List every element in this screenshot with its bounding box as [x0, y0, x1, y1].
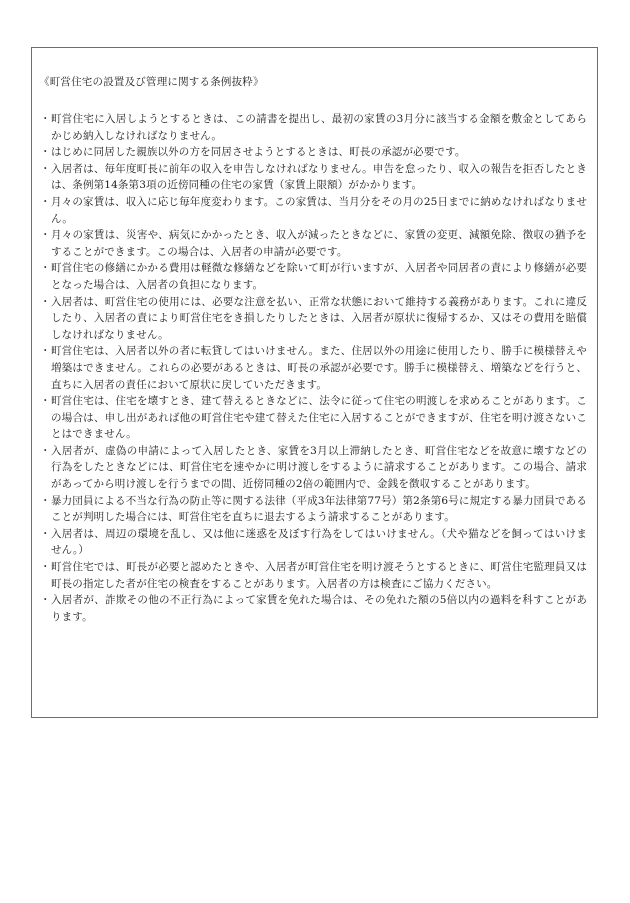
- document-title: 《町営住宅の設置及び管理に関する条例抜粋》: [39, 76, 264, 88]
- bullet-mark: ・: [40, 295, 51, 308]
- clause-text: 入居者が、詐欺その他の不正行為によって家賃を免れた場合は、その免れた額の5倍以内の過料を科すことがあります。: [51, 594, 587, 623]
- clause-item: [39, 526, 587, 559]
- bullet-mark: ・: [40, 162, 51, 175]
- clause-list: [39, 111, 587, 625]
- clause-item: [39, 559, 587, 592]
- bullet-mark: ・: [40, 444, 51, 457]
- clause-text: 入居者は、毎年度町長に前年の収入を申告しなければなりません。申告を怠ったり、収入の報告を拒否したときは、条例第14条第3項の近傍同種の住宅の家賃（家賃上限額）がかかります。: [51, 162, 587, 192]
- clause-item: [39, 194, 587, 227]
- bullet-mark: ・: [40, 195, 51, 208]
- bullet-mark: ・: [40, 395, 51, 408]
- clause-item: [39, 144, 587, 161]
- bullet-mark: ・: [40, 561, 51, 574]
- clause-text: 月々の家賃は、災害や、病気にかかったとき、収入が減ったときなどに、家賃の変更、減額免除、徴収の猶予をすることができます。この場合は、入居者の申請が必要です。: [51, 229, 587, 258]
- clause-text: 町営住宅は、入居者以外の者に転貸してはいけません。また、住居以外の用途に使用したり、勝手に模様替えや増築はできません。これらの必要があるときは、町長の承認が必要です。勝手に模様替え、増築などを行うと、直ちに入居者の責任において原状に戻していただきます。: [51, 345, 587, 391]
- clause-text: 町営住宅は、住宅を壊すとき、建て替えるときなどに、法令に従って住宅の明渡しを求めることがあります。この場合は、申し出があれば他の町営住宅や建て替えた住宅に入居することができますが、住宅を明け渡さないことはできません。: [51, 395, 587, 441]
- ordinance-excerpt-box: [31, 47, 598, 718]
- clause-text: 町営住宅に入居しようとするときは、この請書を提出し、最初の家賃の3月分に該当する金額を敷金としてあらかじめ納入しなければなりません。: [51, 113, 587, 142]
- bullet-mark: ・: [40, 146, 51, 159]
- bullet-mark: ・: [40, 345, 51, 358]
- clause-text: はじめに同居した親族以外の方を同居させようとするときは、町長の承認が必要です。: [51, 146, 466, 159]
- clause-item: [39, 227, 587, 260]
- clause-item: [39, 443, 587, 493]
- clause-text: 町営住宅では、町長が必要と認めたときや、入居者が町営住宅を明け渡そうとするときに、町営住宅監理員又は町長の指定した者が住宅の検査をすることがあります。入居者の方は検査にご協力ください。: [51, 561, 587, 590]
- clause-item: [39, 343, 587, 393]
- clause-item: [39, 493, 587, 526]
- bullet-mark: ・: [40, 594, 51, 607]
- bullet-mark: ・: [40, 113, 51, 125]
- clause-item: [39, 393, 587, 443]
- clause-item: [39, 592, 587, 625]
- clause-item: [39, 161, 587, 194]
- clause-text: 暴力団員による不当な行為の防止等に関する法律（平成3年法律第77号）第2条第6号に規定する暴力団員であることが判明した場合には、町営住宅を直ちに退去するよう請求することがあります。: [51, 494, 587, 524]
- clause-item: [39, 260, 587, 293]
- clause-text: 町営住宅の修繕にかかる費用は軽微な修繕などを除いて町が行いますが、入居者や同居者の責により修繕が必要となった場合は、入居者の負担になります。: [51, 262, 587, 291]
- clause-item: [39, 294, 587, 344]
- clause-item: [39, 111, 587, 144]
- bullet-mark: ・: [40, 494, 51, 507]
- clause-text: 入居者は、周辺の環境を乱し、又は他に迷惑を及ぼす行為をしてはいけません。（犬や猫などを飼ってはいけません。）: [51, 527, 587, 557]
- bullet-mark: ・: [40, 262, 51, 275]
- bullet-mark: ・: [40, 229, 51, 242]
- clause-text: 月々の家賃は、収入に応じ毎年度変わります。この家賃は、当月分をその月の25日までに納めなければなりません。: [51, 195, 587, 225]
- clause-text: 入居者は、町営住宅の使用には、必要な注意を払い、正常な状態において維持する義務があります。これに違反したり、入居者の責により町営住宅をき損したりしたときは、入居者が原状に復帰するか、又はその費用を賠償しなければなりません。: [51, 295, 587, 341]
- bullet-mark: ・: [40, 527, 51, 540]
- clause-text: 入居者が、虚偽の申請によって入居したとき、家賃を3月以上滞納したとき、町営住宅などを故意に壊すなどの行為をしたときなどには、町営住宅を速やかに明け渡しをするように請求することがあります。この場合、請求があってから明け渡しを行うまでの間、近傍同種の2倍の範囲内で、金銭を徴収することがあります。: [51, 444, 587, 491]
